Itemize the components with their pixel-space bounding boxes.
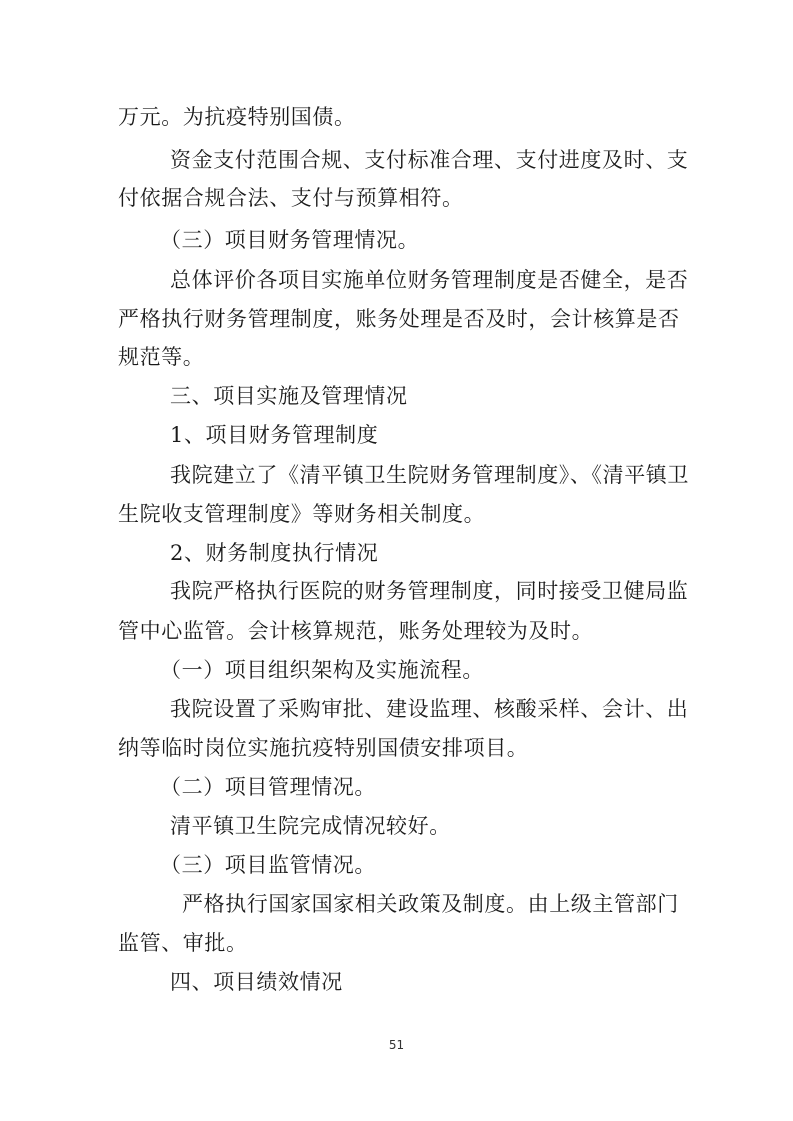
text-line: 我院设置了采购审批、建设监理、核酸采样、会计、出 <box>170 697 689 721</box>
text-line: 生院收支管理制度》等财务相关制度。 <box>118 502 486 526</box>
text-line: 清平镇卫生院完成情况较好。 <box>170 814 451 838</box>
section-heading: （三）项目监管情况。 <box>160 853 376 877</box>
section-heading: （三）项目财务管理情况。 <box>160 228 420 252</box>
section-heading: （一）项目组织架构及实施流程。 <box>160 658 484 682</box>
text-line: 付依据合规合法、支付与预算相符。 <box>118 186 464 210</box>
section-heading: 2、财务制度执行情况 <box>170 541 379 565</box>
text-line: 我院严格执行医院的财务管理制度，同时接受卫健局监 <box>170 579 689 603</box>
section-heading: 四、项目绩效情况 <box>170 970 343 994</box>
text-line: 监管、审批。 <box>118 931 248 955</box>
section-heading: 三、项目实施及管理情况 <box>170 384 408 408</box>
text-line: 规范等。 <box>118 345 205 369</box>
text-line: 纳等临时岗位实施抗疫特别国债安排项目。 <box>118 736 529 760</box>
text-line: 资金支付范围合规、支付标准合理、支付进度及时、支 <box>170 148 689 172</box>
text-line: 管中心监管。会计核算规范，账务处理较为及时。 <box>118 619 594 643</box>
section-heading: 1、项目财务管理制度 <box>170 423 379 447</box>
text-line: 严格执行财务管理制度，账务处理是否及时，会计核算是否 <box>118 307 680 331</box>
page-number: 51 <box>388 1038 405 1052</box>
text-line: 严格执行国家国家相关政策及制度。由上级主管部门 <box>182 892 679 916</box>
text-line: 我院建立了《清平镇卫生院财务管理制度》、《清平镇卫 <box>170 463 689 487</box>
section-heading: （二）项目管理情况。 <box>160 775 376 799</box>
text-line: 万元。为抗疫特别国债。 <box>118 105 356 129</box>
text-line: 总体评价各项目实施单位财务管理制度是否健全，是否 <box>170 268 689 292</box>
